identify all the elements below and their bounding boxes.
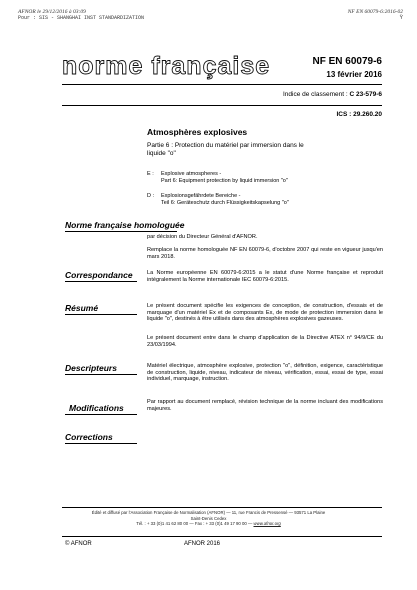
resume-atex: Le présent document entre dans le champ d'application de la Directive ATEX n° 94/9/CE du 23/03/1994.	[147, 335, 383, 348]
divider-footer	[62, 507, 382, 508]
section-rule	[65, 231, 177, 232]
translation-line: Explosive atmospheres -	[161, 171, 222, 177]
classification-label: Indice de classement :	[282, 91, 350, 98]
header-mark: Ÿ	[399, 15, 403, 21]
section-rule	[65, 443, 137, 444]
header-doc-ref: NF EN 60079-6:2016-02	[347, 9, 403, 15]
section-rule	[65, 414, 137, 415]
publisher-info	[0, 510, 417, 527]
ics-code: ICS : 29.260.20	[336, 111, 382, 118]
translation-line: Part 6: Equipment protection by liquid immersion "o"	[161, 177, 288, 184]
edition: AFNOR 2016	[184, 541, 221, 547]
translation-line: Teil 6: Geräteschutz durch Flüssigkeitskapselung "o"	[161, 199, 289, 206]
translation-german	[147, 193, 387, 206]
section-heading-modifications: Modifications	[69, 403, 124, 413]
descripteurs-text: Matériel électrique, atmosphère explosive, protection "o", définition, exigence, caractéristique de construction, liquide, niveau, indicateur de niveau, vérification, essai, essai de type, essai individuel, marquage, instruction.	[147, 363, 383, 383]
divider-bottom	[62, 536, 382, 537]
homologuee-replaces: Remplace la norme homologuée NF EN 60079-6, d'octobre 2007 qui reste en vigueur jusqu'en mars 2018.	[147, 247, 383, 260]
publisher-contact	[90, 521, 327, 527]
header-licensee: Pour : SIS - SHANGHAI INST STANDARDIZATION	[18, 15, 145, 21]
publisher-website-link[interactable]: www.afnor.org	[253, 521, 281, 526]
document-title: Atmosphères explosives	[147, 127, 248, 137]
section-rule	[65, 281, 137, 282]
standard-number: NF EN 60079-6	[312, 56, 382, 67]
copyright: © AFNOR	[65, 541, 92, 547]
resume-text: Le présent document spécifie les exigences de conception, de construction, d'essais et de marquage d'un matériel Ex et de composants Ex, de mode de protection immersion dans le liquide "o", destinés à être utilisés dans des atmosphères explosives gazeuses.	[147, 303, 383, 323]
correspondance-text: La Norme européenne EN 60079-6:2015 a le statut d'une Norme française et reproduit intégralement la Norme internationale IEC 60079-6:2015.	[147, 270, 383, 283]
translation-lang: D :	[147, 193, 155, 199]
section-rule	[65, 314, 137, 315]
section-heading-descripteurs: Descripteurs	[65, 363, 117, 373]
publisher-phone-fax: Tél. : + 33 (0)1 41 62 80 00 — Fax : + 33 (0)1 49 17 90 00 —	[136, 521, 254, 526]
classification-index	[283, 91, 382, 98]
section-heading-correspondance: Correspondance	[65, 270, 133, 280]
translation-line: Explosionsgefährdete Bereiche -	[161, 193, 241, 199]
standard-date: 13 février 2016	[326, 70, 382, 79]
publisher-address: Édité et diffusé par l'Association Française de Normalisation (AFNOR) — 11, rue Francis de Pressensé — 93571 La Plaine Saint-Denis Cedex	[91, 510, 326, 521]
translation-english	[147, 171, 387, 184]
norme-francaise-logo: norme française	[62, 52, 271, 80]
homologuee-decision: par décision du Directeur Général d'AFNOR.	[147, 234, 258, 240]
section-heading-resume: Résumé	[65, 303, 99, 313]
classification-value: C 23-579-6	[349, 91, 382, 98]
section-heading-homologuee: Norme française homologuée	[65, 220, 185, 230]
divider-top	[62, 84, 382, 85]
divider-ics	[62, 105, 382, 106]
section-heading-corrections: Corrections	[65, 432, 113, 442]
modifications-text: Par rapport au document remplacé, révision technique de la norme incluant des modifications majeures.	[147, 399, 383, 412]
translation-lang: E :	[147, 171, 154, 177]
document-subtitle: Partie 6 : Protection du matériel par immersion dans le liquide "o"	[147, 142, 304, 157]
header-timestamp: AFNOR le 29/12/2016 à 03:09	[18, 9, 86, 15]
section-rule	[65, 374, 137, 375]
